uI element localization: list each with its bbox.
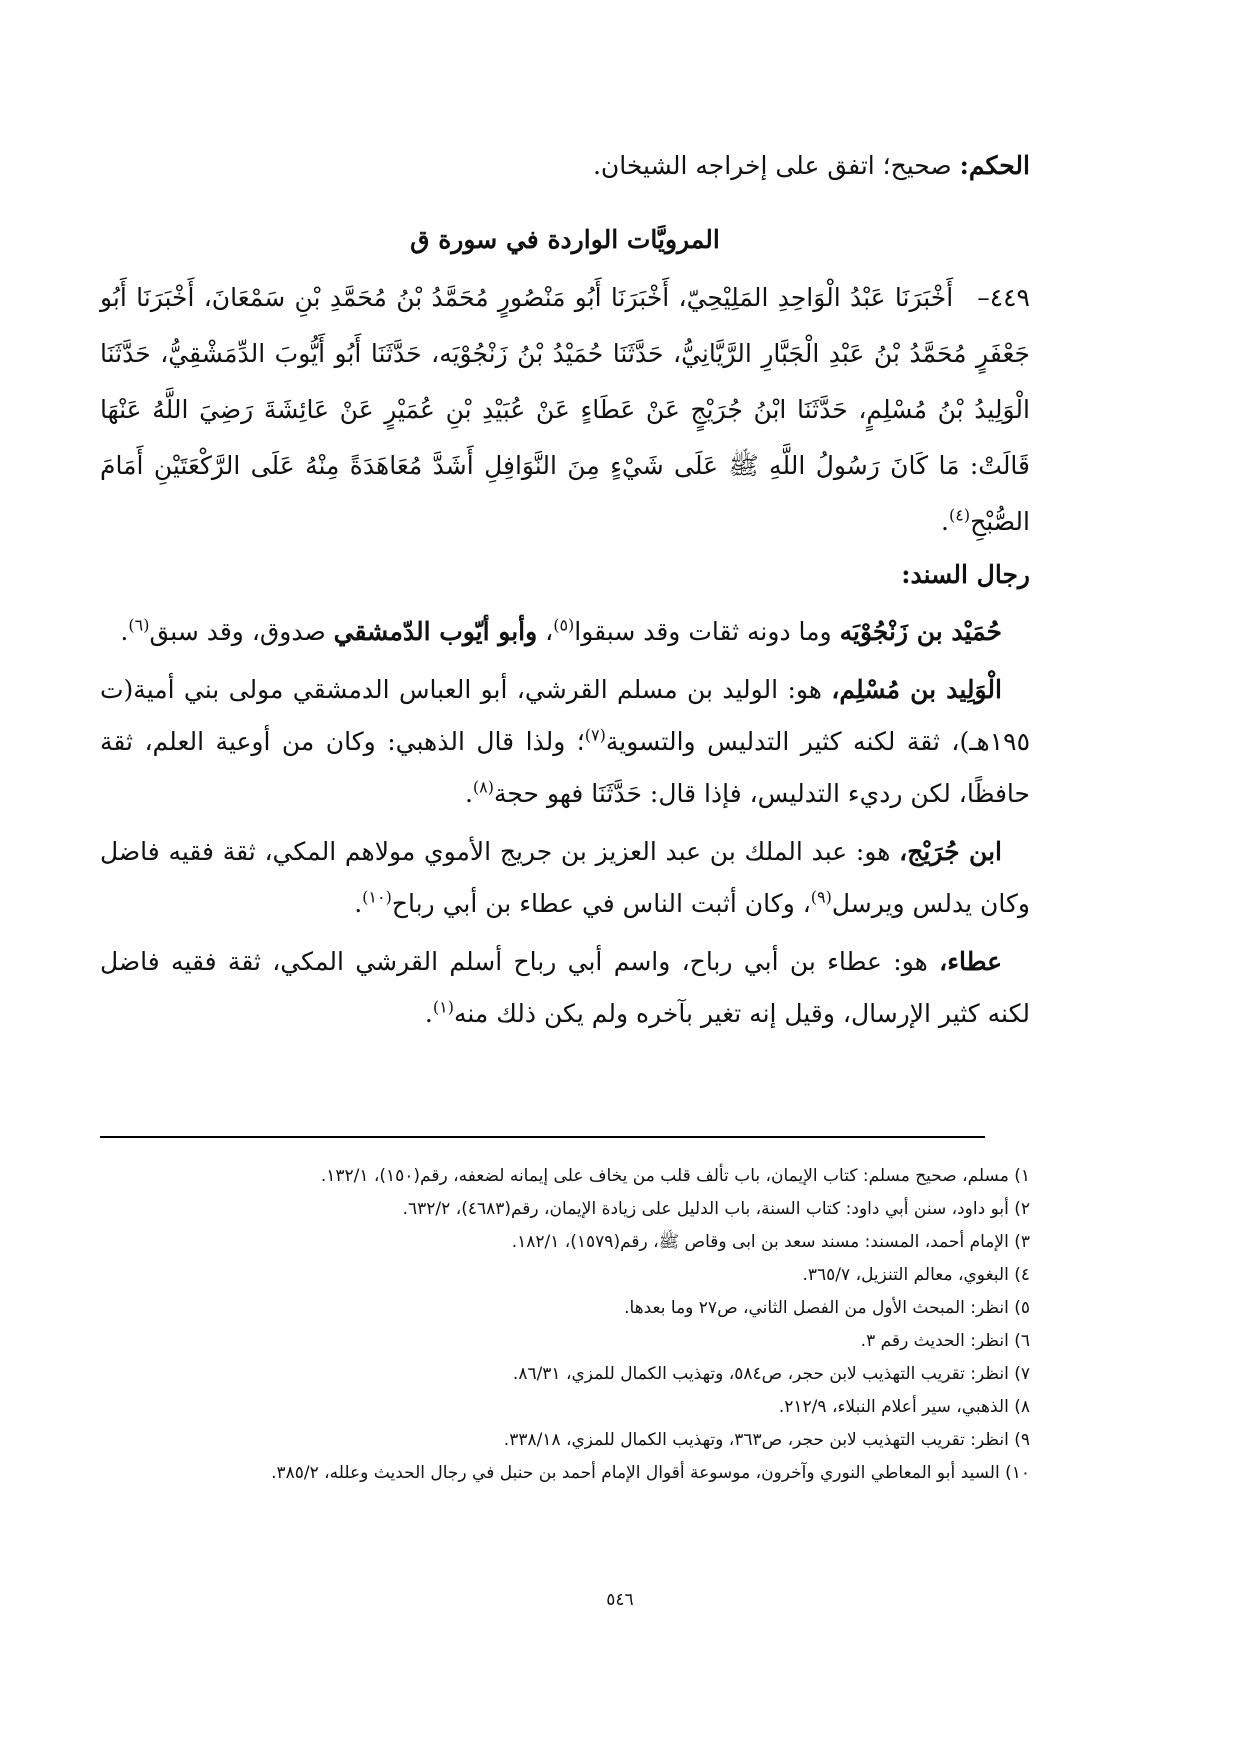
- bio-end: .: [354, 889, 363, 918]
- narrator-bio: [100, 606, 1030, 658]
- narrator-name: الْوَلِيد بن مُسْلِم،: [831, 675, 1003, 704]
- footnote-ref: (١٠): [362, 887, 392, 907]
- bio-text: وما دونه ثقات وقد سبقوا: [574, 617, 840, 646]
- footnote-ref: (٧): [584, 725, 606, 745]
- footnote: ٢) أبو داود، سنن أبي داود: كتاب السنة، باب الدليل على زيادة الإيمان، رقم(٤٦٨٣)، ٦٣٢/٢.: [402, 1199, 1030, 1219]
- bio-text: هو: عبد الملك بن عبد العزيز بن جريج الأموي مولاهم المكي، ثقة فقيه فاضل وكان يدلس ويرسل: [100, 837, 1030, 918]
- bio-text: هو: الوليد بن مسلم القرشي، أبو العباس الدمشقي مولى بني أمية(ت ١٩٥هـ)، ثقة لكنه كثير التدليس والتسوية: [100, 675, 1031, 756]
- bio-text: ،: [537, 617, 554, 646]
- narrator-bio: [100, 936, 1030, 1040]
- narrator-name: حُمَيْد بن زَنْجُوْيَه: [839, 617, 1002, 646]
- footnote: ٧) انظر: تقريب التهذيب لابن حجر، ص٥٨٤، وتهذيب الكمال للمزي، ٨٦/٣١.: [512, 1364, 1030, 1384]
- footnote-ref: (٩): [810, 887, 832, 907]
- page-number: ٥٤٦: [606, 1590, 634, 1610]
- footnote-ref: (٥): [553, 615, 575, 635]
- ruling-label: الحكم:: [959, 151, 1030, 180]
- ruling-line: [100, 140, 1030, 192]
- footnote-ref: (٤): [948, 505, 971, 525]
- footnote: ٩) انظر: تقريب التهذيب لابن حجر، ص٣٦٣، وتهذيب الكمال للمزي، ٣٣٨/١٨.: [503, 1430, 1030, 1450]
- hadith-number: ٤٤٩–: [977, 283, 1030, 312]
- footnote-separator: [100, 1136, 985, 1138]
- footnote: ٨) الذهبي، سير أعلام النبلاء، ٢١٢/٩.: [778, 1397, 1030, 1417]
- rijal-heading: رجال السند:: [901, 560, 1030, 589]
- narrator-name: وأبو أيّوب الدّمشقي: [333, 617, 538, 646]
- bio-end: .: [424, 999, 433, 1028]
- narrator-name: عطاء،: [939, 947, 1002, 976]
- bio-text: صدوق، وقد سبق: [149, 617, 334, 646]
- section-title: المرويَّات الواردة في سورة ق: [410, 225, 720, 254]
- narrator-bio: [100, 664, 1030, 820]
- footnote: ١) مسلم، صحيح مسلم: كتاب الإيمان، باب تألف قلب من يخاف على إيمانه لضعفه، رقم(١٥٠)، ١٣٢/١.: [320, 1166, 1030, 1186]
- footnote: ٥) انظر: المبحث الأول من الفصل الثاني، ص٢٧ وما بعدها.: [624, 1298, 1030, 1318]
- narrator-bio: [100, 826, 1030, 930]
- footnote: ٣) الإمام أحمد، المسند: مسند سعد بن ابى وقاص ﷺ، رقم(١٥٧٩)، ١٨٢/١.: [511, 1232, 1030, 1252]
- footnote: ٦) انظر: الحديث رقم ٣.: [860, 1331, 1030, 1351]
- footnote-ref: (٨): [472, 777, 494, 797]
- footnote-ref: (١): [432, 997, 454, 1017]
- bio-end: .: [464, 779, 473, 808]
- bio-text: هو: عطاء بن أبي رباح، واسم أبي رباح أسلم القرشي المكي، ثقة فقيه فاضل لكنه كثير الإرسال، وقيل إنه تغير بآخره ولم يكن ذلك منه: [100, 947, 1030, 1028]
- hadith-text: [100, 270, 1030, 550]
- footnote-ref: (٦): [128, 615, 150, 635]
- narrator-name: ابن جُرَيْج،: [899, 837, 1002, 866]
- main-text: [100, 140, 1030, 1040]
- bio-end: .: [120, 617, 129, 646]
- footnotes: [100, 1160, 1030, 1490]
- footnote: ٤) البغوي، معالم التنزيل، ٣٦٥/٧.: [802, 1265, 1030, 1285]
- hadith-body: أَخْبَرَنَا عَبْدُ الْوَاحِدِ المَلِيْحِيّ، أَخْبَرَنَا أَبُو مَنْصُورٍ مُحَمَّدُ بْنُ مُحَمَّدِ بْنِ سَمْعَانَ، أَخْبَرَنَا أَبُو جَعْفَرٍ مُحَمَّدُ بْنُ عَبْدِ الْجَبَّارِ الرَّيَّانِيُّ، حَدَّثَنَا حُمَيْدُ بْنُ زَنْجُوْيَه، حَدَّثَنَا أَبُو أَيُّوبَ الدِّمَشْقِيُّ، حَدَّثَنَا الْوَلِيدُ بْنُ مُسْلِمٍ، حَدَّثَنَا ابْنُ جُرَيْجٍ عَنْ عَطَاءٍ عَنْ عُبَيْدِ بْنِ عُمَيْرٍ عَنْ عَائِشَةَ رَضِيَ اللَّهُ عَنْهَا قَالَتْ: مَا كَانَ رَسُولُ اللَّهِ ﷺ عَلَى شَيْءٍ مِنَ النَّوَافِلِ أَشَدَّ مُعَاهَدَةً مِنْهُ عَلَى الرَّكْعَتَيْنِ أَمَامَ الصُّبْحِ: [100, 283, 1030, 536]
- hadith-end: .: [941, 507, 949, 536]
- bio-text: ؛ ولذا قال الذهبي: وكان من أوعية العلم، ثقة حافظًا، لكن رديء التدليس، فإذا قال: حَدَّثَنَا فهو حجة: [100, 727, 1030, 808]
- bio-text: ، وكان أثبت الناس في عطاء بن أبي رباح: [391, 889, 811, 918]
- ruling-text: صحيح؛ اتفق على إخراجه الشيخان.: [592, 151, 960, 180]
- footnote: ١٠) السيد أبو المعاطي النوري وآخرون، موسوعة أقوال الإمام أحمد بن حنبل في رجال الحديث وعلله، ٣٨٥/٢.: [271, 1463, 1030, 1483]
